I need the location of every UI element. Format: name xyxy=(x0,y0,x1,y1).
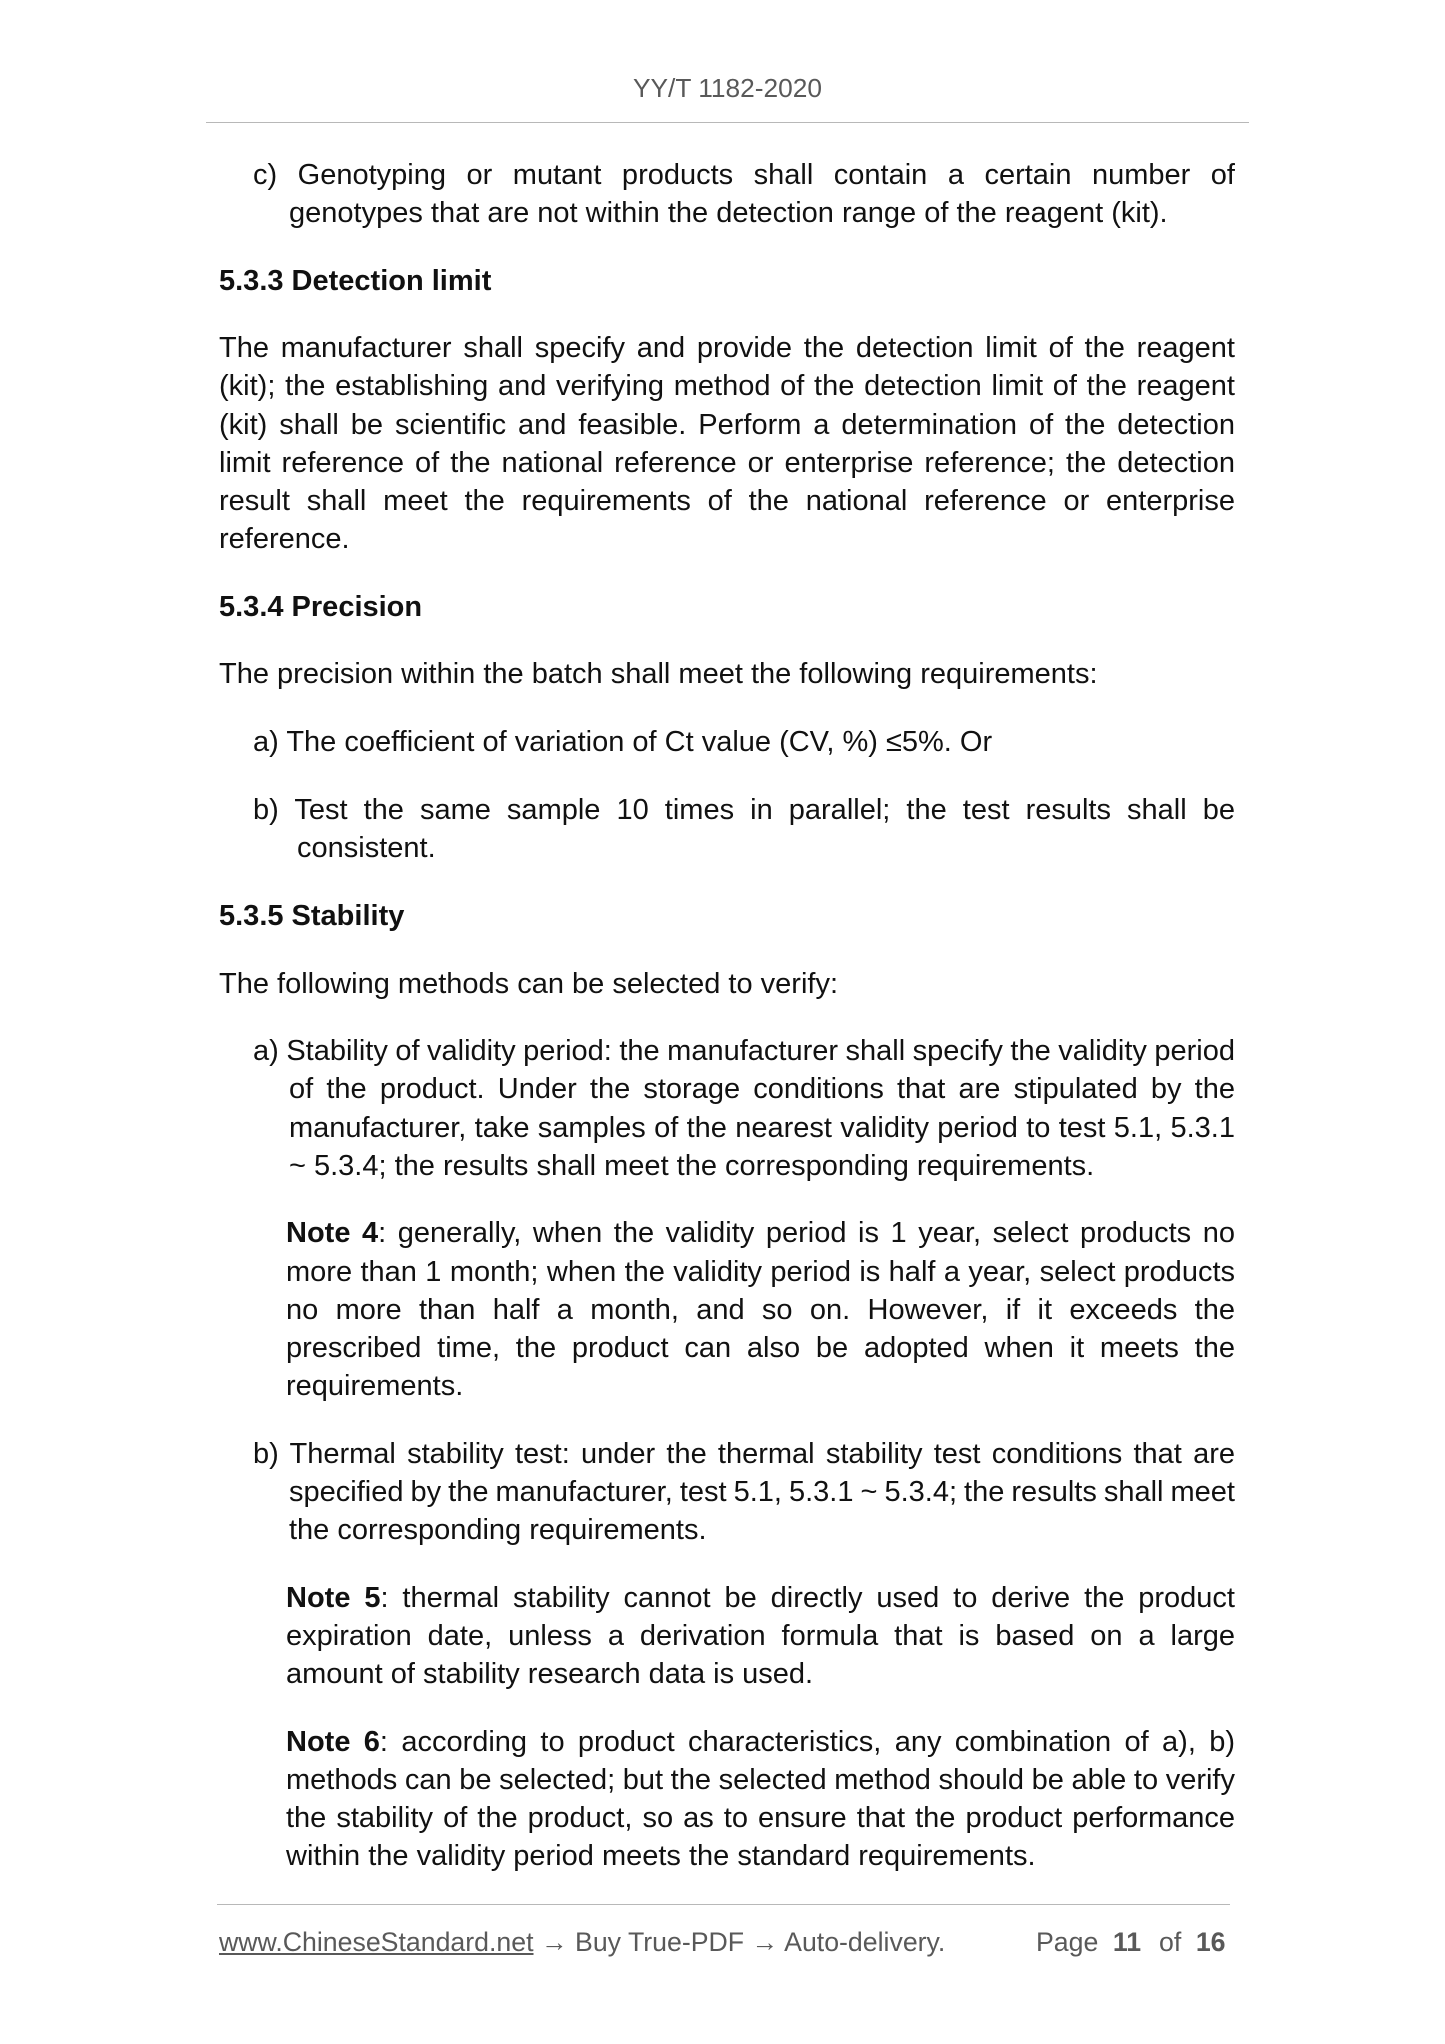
text-line xyxy=(253,1032,1235,1070)
stability-intro: The following methods can be selected to verify: xyxy=(219,967,838,1000)
list-item-b xyxy=(253,791,1235,867)
text-line: expiration date, unless a derivation formula that is based on a large xyxy=(286,1619,1235,1652)
item-text: Test the same sample 10 times in parallel; the test results shall be xyxy=(294,793,1235,826)
list-item-a xyxy=(253,723,1235,761)
footer-divider xyxy=(217,1904,1230,1905)
item-text: The coefficient of variation of Ct value (CV, %) ≤5%. Or xyxy=(286,726,993,759)
text-line: specified by the manufacturer, test 5.1, 5.3.1 ~ 5.3.4; the results shall meet xyxy=(289,1475,1235,1508)
note-text: : according to product characteristics, any combination of a), b) xyxy=(379,1725,1235,1758)
note-label: Note 5 xyxy=(286,1581,381,1614)
list-item-c xyxy=(253,156,1235,232)
text-line: manufacturer, take samples of the nearest validity period to test 5.1, 5.3.1 xyxy=(289,1111,1235,1144)
text-line: consistent. xyxy=(297,832,436,865)
detection-limit-paragraph xyxy=(219,329,1235,558)
text-line xyxy=(253,1435,1235,1473)
text-line: reference. xyxy=(219,522,350,555)
text-line xyxy=(286,1214,1235,1252)
list-marker: c) xyxy=(253,158,278,191)
text-line: prescribed time, the product can also be adopted when it meets the xyxy=(286,1331,1235,1364)
text-line xyxy=(253,723,1235,761)
list-item-b xyxy=(253,1435,1235,1549)
text-line: requirements. xyxy=(286,1369,464,1402)
note-6 xyxy=(286,1723,1235,1875)
list-marker: b) xyxy=(253,793,279,826)
text-line: result shall meet the requirements of the national reference or enterprise xyxy=(219,484,1235,517)
page-indicator xyxy=(1036,1925,1226,1959)
text-line: The manufacturer shall specify and provide the detection limit of the reagent xyxy=(219,332,1235,365)
standard-code: YY/T 1182-2020 xyxy=(632,73,823,103)
precision-intro: The precision within the batch shall meet the following requirements: xyxy=(219,658,1098,691)
text-line: amount of stability research data is used. xyxy=(286,1657,814,1690)
current-page-number: 11 xyxy=(1112,1926,1142,1957)
note-5 xyxy=(286,1579,1235,1693)
total-pages-number: 16 xyxy=(1195,1926,1226,1957)
note-4 xyxy=(286,1214,1235,1404)
page-label: Page xyxy=(1036,1926,1099,1957)
note-text: : generally, when the validity period is 1 year, select products no xyxy=(378,1217,1235,1250)
text-line: limit reference of the national reference or enterprise reference; the detection xyxy=(219,446,1235,479)
section-heading-5-3-3: 5.3.3 Detection limit xyxy=(219,264,492,297)
list-marker: b) xyxy=(253,1437,279,1470)
text-line: ~ 5.3.4; the results shall meet the corresponding requirements. xyxy=(289,1149,1095,1182)
text-line: genotypes that are not within the detection range of the reagent (kit). xyxy=(289,196,1168,229)
list-item-a xyxy=(253,1032,1235,1184)
footer-tagline: → Buy True-PDF → Auto-delivery. xyxy=(540,1926,946,1957)
item-text: Stability of validity period: the manufacturer shall specify the validity period xyxy=(286,1035,1235,1068)
text-line xyxy=(253,791,1235,829)
page-of-label: of xyxy=(1159,1926,1182,1957)
text-line: no more than half a month, and so on. However, if it exceeds the xyxy=(286,1293,1235,1326)
section-heading-5-3-5: 5.3.5 Stability xyxy=(219,899,405,932)
item-text: Genotyping or mutant products shall contain a certain number of xyxy=(297,158,1235,191)
text-line xyxy=(286,1579,1235,1617)
text-line: of the product. Under the storage conditions that are stipulated by the xyxy=(289,1073,1235,1106)
list-marker: a) xyxy=(253,726,279,759)
text-line: (kit) shall be scientific and feasible. Perform a determination of the detection xyxy=(219,408,1235,441)
note-label: Note 4 xyxy=(286,1217,379,1250)
website-link[interactable]: www.ChineseStandard.net xyxy=(219,1926,534,1957)
list-marker: a) xyxy=(253,1035,279,1068)
text-line: the corresponding requirements. xyxy=(289,1513,707,1546)
page-body xyxy=(219,156,1235,1875)
note-label: Note 6 xyxy=(286,1725,380,1758)
text-line: the stability of the product, so as to ensure that the product performance xyxy=(286,1801,1235,1834)
text-line: more than 1 month; when the validity period is half a year, select products xyxy=(286,1255,1235,1288)
header-divider xyxy=(206,122,1249,123)
text-line: (kit); the establishing and verifying method of the detection limit of the reagent xyxy=(219,370,1235,403)
text-line: within the validity period meets the standard requirements. xyxy=(286,1839,1036,1872)
section-heading-5-3-4: 5.3.4 Precision xyxy=(219,590,423,623)
item-text: Thermal stability test: under the thermal stability test conditions that are xyxy=(289,1437,1235,1470)
text-line xyxy=(253,156,1235,194)
text-line xyxy=(286,1723,1235,1761)
text-line: methods can be selected; but the selected method should be able to verify xyxy=(286,1763,1235,1796)
note-text: : thermal stability cannot be directly used to derive the product xyxy=(380,1581,1235,1614)
footer-promo xyxy=(219,1925,945,1959)
